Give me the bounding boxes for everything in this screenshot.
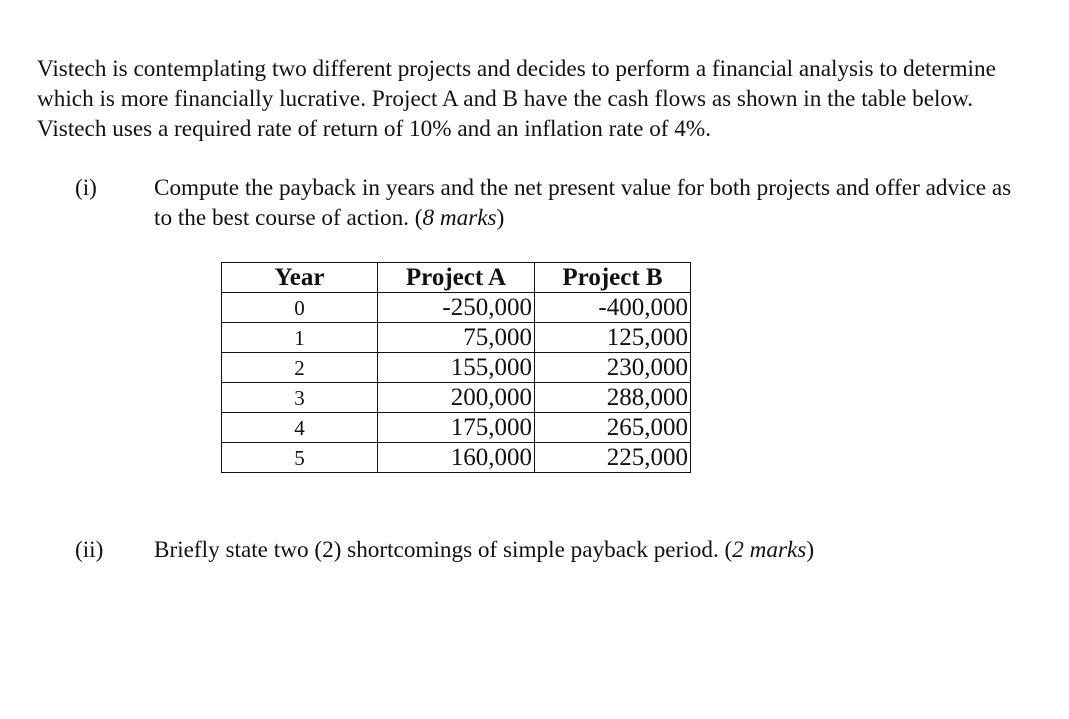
project-b-cell: 225,000 [535,443,691,473]
project-a-cell: 175,000 [378,413,535,443]
project-b-cell: -400,000 [535,293,691,323]
year-cell: 5 [222,443,378,473]
question-1-marks: 8 marks [422,205,497,231]
table-row [222,293,691,323]
table-row [222,383,691,413]
question-1-number: (i) [75,175,97,201]
table-row [222,323,691,353]
year-cell: 4 [222,413,378,443]
project-a-cell: -250,000 [378,293,535,323]
cash-flow-table [221,262,691,473]
project-a-header: Project A [378,263,535,293]
project-a-cell: 155,000 [378,353,535,383]
question-2-body: Briefly state two (2) shortcomings of simple payback period. ( [154,537,733,563]
project-a-cell: 75,000 [378,323,535,353]
year-cell: 1 [222,323,378,353]
project-a-cell: 200,000 [378,383,535,413]
project-b-cell: 265,000 [535,413,691,443]
year-cell: 0 [222,293,378,323]
year-header: Year [222,263,378,293]
question-1-close: ) [496,205,505,231]
year-cell: 3 [222,383,378,413]
project-b-header: Project B [535,263,691,293]
question-1-text [154,173,1034,233]
question-2-text [154,535,1034,565]
question-2-close: ) [806,537,815,563]
intro-paragraph: Vistech is contemplating two different projects and decides to perform a financial analysis to determine which is more financially lucrative. Project A and B have the cash flows as shown in the table below. Vistech uses a required rate of return of 10% and an inflation rate of 4%. [37,56,996,142]
year-cell: 2 [222,353,378,383]
question-1-body: Compute the payback in years and the net present value for both projects and offer advice as to the best course of action. ( [154,175,1012,231]
question-2-number: (ii) [75,537,104,563]
project-b-cell: 230,000 [535,353,691,383]
project-b-cell: 288,000 [535,383,691,413]
project-b-cell: 125,000 [535,323,691,353]
table-row [222,443,691,473]
table-row [222,353,691,383]
project-a-cell: 160,000 [378,443,535,473]
question-2-marks: 2 marks [732,537,807,563]
table-header-row [222,263,691,293]
table-row [222,413,691,443]
